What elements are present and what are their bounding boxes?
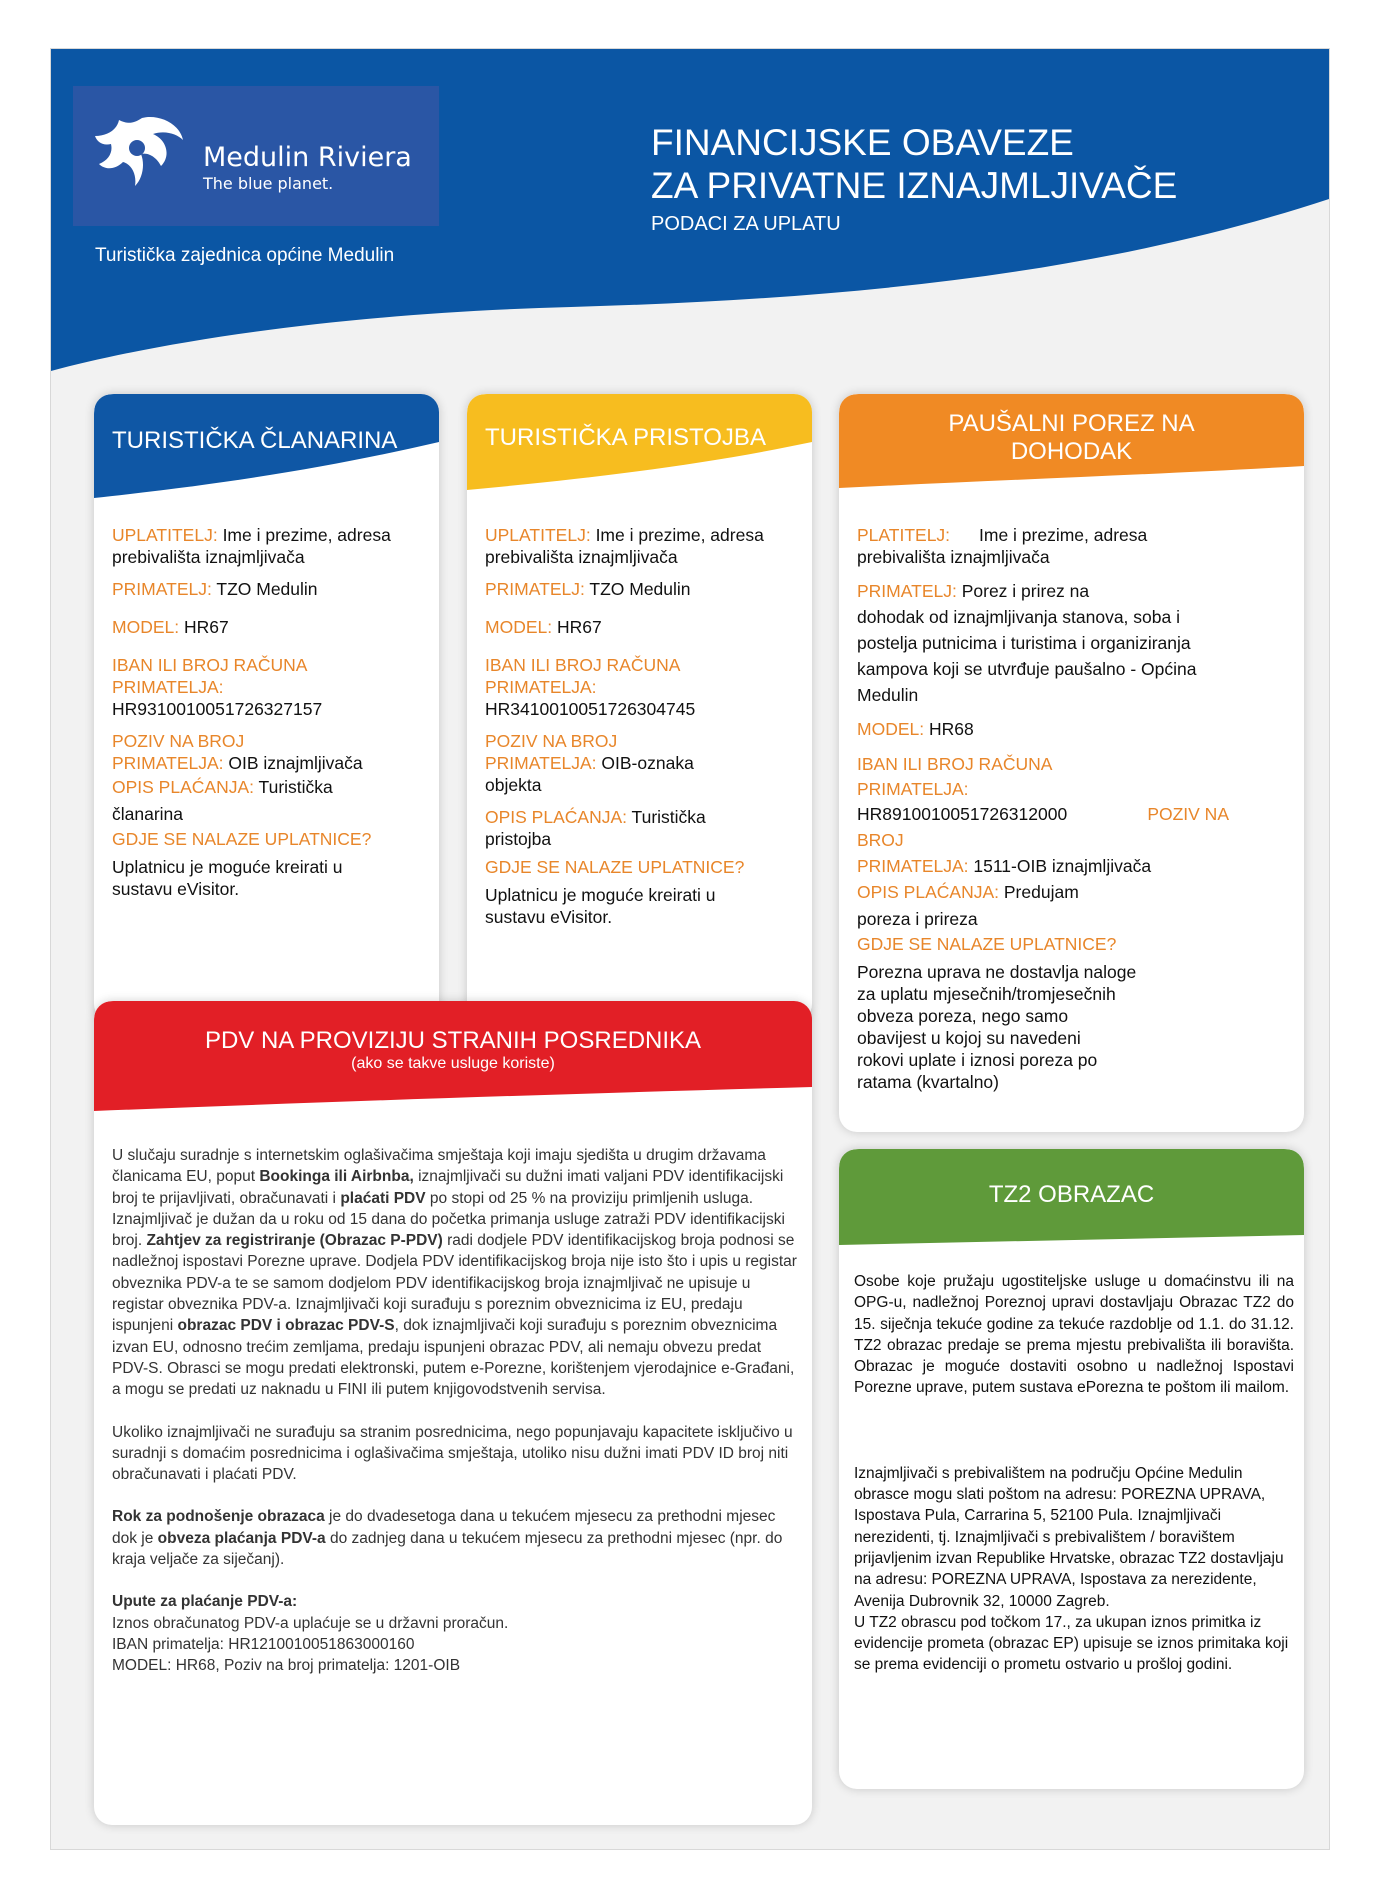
page-title <box>651 121 1177 207</box>
where-value: Uplatnicu je moguće kreirati u sustavu eVisitor. <box>112 857 343 899</box>
card-body <box>485 524 795 928</box>
recipient-field: PRIMATELJ: TZO Medulin <box>112 579 318 599</box>
card-header <box>467 394 812 504</box>
pdv-paragraph-2: Ukoliko iznajmljivači ne surađuju sa stranim posrednicima, nego popunjavaju kapacitete isključivo u suradnji s domaćim posrednicima i oglašivačima smještaja, utoliko nisu dužni imati PDV ID broj niti obračunavati i plaćati PDV. <box>112 1423 793 1484</box>
card-header <box>839 394 1304 504</box>
reference-field: BROJ PRIMATELJA: 1511-OIB iznajmljivača <box>857 830 1152 876</box>
card-title: PDV NA PROVIZIJU STRANIH POSREDNIKA <box>204 1027 702 1054</box>
logo <box>73 86 439 226</box>
card-body <box>112 524 422 900</box>
card-title: TURISTIČKA ČLANARINA <box>112 427 398 454</box>
card-title-line1: PAUŠALNI POREZ NA <box>948 410 1195 437</box>
iban-field: IBAN ILI BROJ RAČUNA PRIMATELJA: HR8910010051726312000 POZIV NA <box>857 752 1229 827</box>
organization-name: Turistička zajednica općine Medulin <box>95 245 395 266</box>
where-value: Uplatnicu je moguće kreirati u sustavu eVisitor. <box>485 885 716 927</box>
page-title-line1: FINANCIJSKE OBAVEZE <box>651 122 1074 163</box>
description-field: OPIS PLAĆANJA: Turistička pristojba <box>485 807 706 849</box>
card-turisticka-pristojba <box>467 394 812 1022</box>
pdv-paragraph-1: U slučaju suradnje s internetskim oglašivačima smještaja koji imaju sjedišta u drugim državama članicama EU, poput Bookinga ili Airbnba, iznajmljivači su dužni imati valjani PDV identifikacijski broj te prijavljivati, obračunavati i plaćati PDV po stopi od 25 % na proviziju primljenih usluga. Iznajmljivač je dužan da u roku od 15 dana do početka primanja usluge zatraži PDV identifikacijski broj. Zahtjev za registriranje (Obrazac P-PDV) radi dodjele PDV identifikacijskog broja podnosi se nadležnoj ispostavi Porezne uprave. Dodjela PDV identifikacijskog broja nije isto što i upis u registar obveznika PDV-a te se samom dodjelom PDV identifikacijskog broja iznajmljivač ne upisuje u registar obveznika PDV-a. Iznajmljivači koji surađuju s poreznim obveznicima iz EU, predaju ispunjeni obrazac PDV i obrazac PDV-S, dok iznajmljivači koji surađuju s poreznim obveznicima izvan EU, odnosno trećim zemljama, predaju ispunjeni obrazac PDV, ali nemaju obvezu predat PDV-S. Obrasci se mogu predati elektronski, putem e-Porezne, korištenjem vjerodajnice e-Građani, a mogu se predati uz naknadu u FINI ili putem knjigovodstvenih servisa. <box>112 1147 797 1399</box>
reference-label: POZIV NA <box>1147 804 1229 824</box>
model-field: MODEL: HR67 <box>485 617 602 637</box>
model-field: MODEL: HR67 <box>112 617 229 637</box>
where-value: Porezna uprava ne dostavlja naloge za uplatu mjesečnih/tromjesečnih obveza poreza, nego samo obavijest u kojoj su navedeni rokovi uplate i iznosi poreza po ratama (kvartalno) <box>857 962 1137 1092</box>
description-field: OPIS PLAĆANJA: Turistička članarina <box>112 777 333 824</box>
card-title: TZ2 OBRAZAC <box>988 1181 1155 1208</box>
logo-tagline: The blue planet. <box>203 174 334 193</box>
card-body <box>857 524 1229 1093</box>
card-title: TURISTIČKA PRISTOJBA <box>485 424 766 451</box>
where-label: GDJE SE NALAZE UPLATNICE? <box>857 934 1117 954</box>
card-subtitle: (ako se takve usluge koriste) <box>351 1055 555 1072</box>
card-turisticka-clanarina <box>94 394 439 1022</box>
tz2-paragraph-2: Iznajmljivači s prebivalištem na području Općine Medulin obrasce mogu slati poštom na adresu: POREZNA UPRAVA, Ispostava Pula, Carrarina 5, 52100 Pula. Iznajmljivači nerezidenti, tj. Iznajmljivači s prebivalištem / boravištem prijavljenim izvan Republike Hrvatske, obrazac TZ2 dostavljaju na adresu: POREZNA UPRAVA, Ispostava za nerezidente, Avenija Dubrovnik 32, 10000 Zagreb. <box>854 1464 1284 1610</box>
card-header <box>94 1001 812 1121</box>
page-title-line2: ZA PRIVATNE IZNAJMLJIVAČE <box>651 165 1178 206</box>
payer-field: PLATITELJ: Ime i prezime, adresa prebivališta iznajmljivača <box>857 525 1148 567</box>
page-sheet <box>50 48 1330 1850</box>
where-label: GDJE SE NALAZE UPLATNICE? <box>485 857 745 877</box>
reference-field: POZIV NA BROJ PRIMATELJA: OIB iznajmljivača <box>112 731 363 773</box>
iban-field: IBAN ILI BROJ RAČUNA PRIMATELJA: HR9310010051726327157 <box>112 655 323 719</box>
pdv-paragraph-3: Rok za podnošenje obrazaca je do dvadesetoga dana u tekućem mjesecu za prethodni mjesec dok je obveza plaćanja PDV-a do zadnjeg dana u tekućem mjesecu za prethodni mjesec (npr. do kraja veljače za siječanj). <box>112 1508 783 1569</box>
description-field: OPIS PLAĆANJA: Predujam poreza i prireza <box>857 882 1079 929</box>
card-pausalni-porez <box>839 394 1304 1132</box>
card-header <box>94 394 439 504</box>
card-title-line2: DOHODAK <box>1010 438 1133 465</box>
recipient-field: PRIMATELJ: TZO Medulin <box>485 579 691 599</box>
logo-name: Medulin Riviera <box>203 142 412 173</box>
pdv-payment-instructions: Upute za plaćanje PDV-a: Iznos obračunatog PDV-a uplaćuje se u državni proračun. IBAN primatelja: HR1210010051863000160 MODEL: HR68, Poziv na broj primatelja: 1201-OIB <box>112 1593 509 1675</box>
payer-field: UPLATITELJ: Ime i prezime, adresa prebivališta iznajmljivača <box>112 525 391 567</box>
card-body <box>112 1145 797 1677</box>
model-field: MODEL: HR68 <box>857 719 974 739</box>
page-subtitle: PODACI ZA UPLATU <box>651 213 841 235</box>
payer-field: UPLATITELJ: Ime i prezime, adresa prebivališta iznajmljivača <box>485 525 764 567</box>
logo-mark-icon <box>87 100 197 210</box>
card-tz2-obrazac <box>839 1149 1304 1789</box>
tz2-paragraph-1: Osobe koje pružaju ugostiteljske usluge u domaćinstvu ili na OPG-u, nadležnoj Poreznoj upravi dostavljaju Obrazac TZ2 do 15. siječnja tekuće godine za tekuće razdoblje od 1.1. do 31.12. TZ2 obrazac predaje se prema mjestu prebivališta ili boravišta. Obrazac je moguće dostaviti osobno u nadležnoj Ispostavi Porezne uprave, putem sustava ePorezna te poštom ili mailom. <box>854 1273 1294 1397</box>
iban-field: IBAN ILI BROJ RAČUNA PRIMATELJA: HR3410010051726304745 <box>485 655 696 719</box>
tz2-paragraph-3: U TZ2 obrascu pod točkom 17., za ukupan iznos primitka iz evidencije prometa (obrazac EP) upisuje se iznos primitaka koji se prema evidenciji o prometu ostvario u prošloj godini. <box>854 1613 1289 1674</box>
reference-field: POZIV NA BROJ PRIMATELJA: OIB-oznaka objekta <box>485 731 694 795</box>
card-header <box>839 1149 1304 1259</box>
card-title <box>839 410 1304 466</box>
recipient-field: PRIMATELJ: Porez i prirez na dohodak od iznajmljivanja stanova, soba i postelja putnicima i turistima i organiziranja kampova koji se utvrđuje paušalno - Općina Medulin <box>857 581 1197 705</box>
where-label: GDJE SE NALAZE UPLATNICE? <box>112 829 372 849</box>
card-body <box>854 1271 1294 1676</box>
card-pdv-provizija <box>94 1001 812 1825</box>
